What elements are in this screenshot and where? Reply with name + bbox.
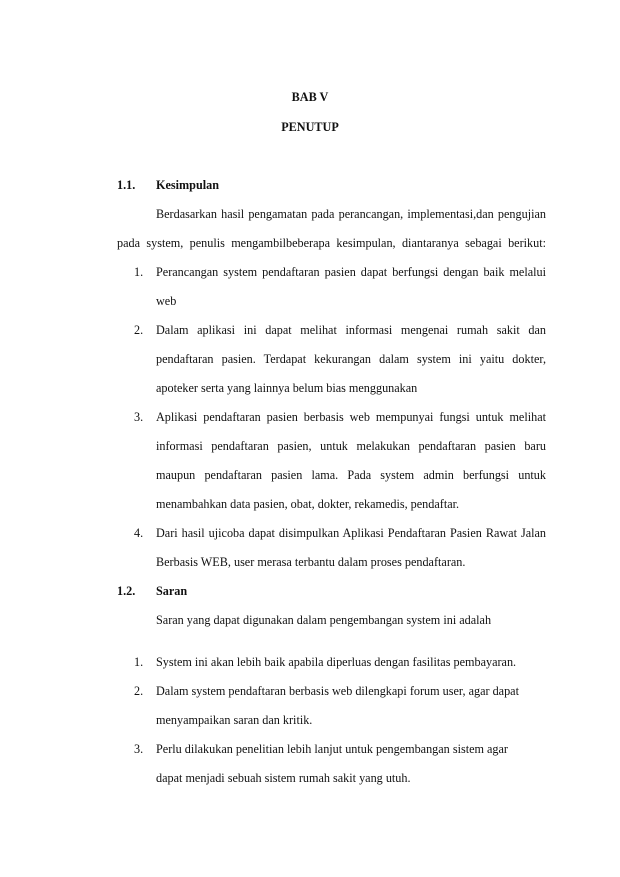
section-number: 1.2. [117, 584, 136, 598]
list-item-line: menambahkan data pasien, obat, dokter, rekamedis, pendaftar. [156, 497, 460, 511]
section-title: Kesimpulan [156, 178, 219, 192]
list-item-line: System ini akan lebih baik apabila diperluas dengan fasilitas pembayaran. [156, 655, 517, 669]
list-item-line: Perancangan system pendaftaran pasien dapat berfungsi dengan baik melalui [156, 265, 546, 279]
list-item-line: menyampaikan saran dan kritik. [156, 713, 313, 727]
list-item-number: 1. [134, 655, 144, 669]
paragraph-line: Saran yang dapat digunakan dalam pengembangan system ini adalah [156, 613, 492, 627]
list-item-line: Dalam system pendaftaran berbasis web dilengkapi forum user, agar dapat [156, 684, 519, 698]
list-item-line: Berbasis WEB, user merasa terbantu dalam proses pendaftaran. [156, 555, 466, 569]
list-item-line: pendaftaran pasien. Terdapat kekurangan dalam system ini yaitu dokter, [156, 352, 546, 366]
paragraph-line: pada system, penulis mengambilbeberapa kesimpulan, diantaranya sebagai berikut: [117, 236, 546, 250]
list-item-line: informasi pendaftaran pasien, untuk melakukan pendaftaran pasien baru [156, 439, 546, 453]
list-item-line: Perlu dilakukan penelitian lebih lanjut untuk pengembangan sistem agar [156, 742, 508, 756]
list-item-number: 4. [134, 526, 144, 540]
section-number: 1.1. [117, 178, 136, 192]
list-item-line: Aplikasi pendaftaran pasien berbasis web mempunyai fungsi untuk melihat [156, 410, 546, 424]
list-item-number: 2. [134, 684, 144, 698]
list-item-line: Dalam aplikasi ini dapat melihat informasi mengenai rumah sakit dan [156, 323, 546, 337]
list-item-line: web [156, 294, 177, 308]
list-item-line: Dari hasil ujicoba dapat disimpulkan Aplikasi Pendaftaran Pasien Rawat Jalan [156, 526, 546, 540]
list-item-line: dapat menjadi sebuah sistem rumah sakit yang utuh. [156, 771, 411, 785]
chapter-title: PENUTUP [281, 120, 339, 134]
list-item-number: 2. [134, 323, 144, 337]
list-item-line: apoteker serta yang lainnya belum bias menggunakan [156, 381, 418, 395]
chapter-heading: BAB V [291, 90, 329, 104]
list-item-number: 1. [134, 265, 144, 279]
list-item-number: 3. [134, 742, 144, 756]
paragraph-line: Berdasarkan hasil pengamatan pada perancangan, implementasi,dan pengujian [156, 207, 546, 221]
list-item-number: 3. [134, 410, 144, 424]
list-item-line: maupun pendaftaran pasien lama. Pada system admin berfungsi untuk [156, 468, 546, 482]
section-title: Saran [156, 584, 188, 598]
